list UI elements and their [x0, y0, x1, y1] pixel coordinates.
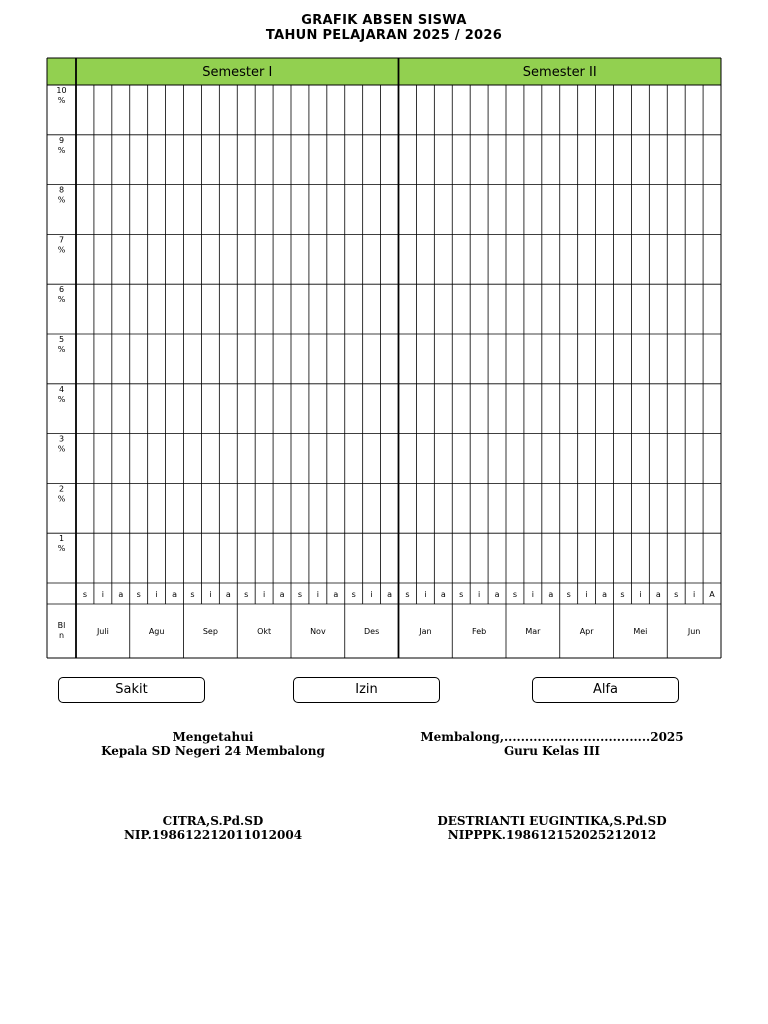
right-place-date-label: Membalong,...................................2025 — [420, 730, 684, 744]
month-label: Jan — [419, 627, 432, 636]
percent-row-label: 8 — [58, 185, 65, 195]
sub-column-label: i — [531, 590, 534, 599]
sub-column-label: a — [548, 590, 554, 599]
month-row-label: n — [58, 631, 65, 640]
signature-left-header — [63, 730, 363, 758]
left-acknowledge-label: Mengetahui — [172, 730, 254, 744]
sub-column-label: i — [316, 590, 319, 599]
page-subtitle: TAHUN PELAJARAN 2025 / 2026 — [265, 28, 503, 43]
month-label: Jun — [687, 627, 701, 636]
sub-column-label: a — [118, 590, 124, 599]
sub-column-label: a — [387, 590, 392, 599]
signature-right-header — [402, 730, 702, 758]
percent-row-label: 9 — [58, 135, 65, 145]
right-name: DESTRIANTI EUGINTIKA,S.Pd.SD — [437, 814, 667, 828]
page-title: GRAFIK ABSEN SISWA — [301, 13, 467, 28]
sub-column-label: s — [297, 590, 303, 599]
sub-column-label: i — [155, 590, 158, 599]
percent-row-label: 2 — [58, 484, 65, 494]
sub-column-label: s — [82, 590, 88, 599]
sub-column-label: a — [602, 590, 607, 599]
sub-column-label: A — [709, 590, 715, 599]
percent-row-label: % — [57, 345, 66, 354]
month-label: Des — [364, 627, 380, 636]
left-position-label: Kepala SD Negeri 24 Membalong — [101, 744, 325, 758]
month-label: Feb — [472, 627, 487, 636]
sub-column-label: a — [279, 590, 285, 599]
percent-row-label: 10 — [56, 86, 67, 95]
semester-label: Semester II — [522, 65, 597, 80]
percent-row-label: 6 — [58, 285, 65, 295]
month-label: Okt — [257, 627, 272, 636]
sub-column-label: i — [693, 590, 696, 599]
percent-row-label: % — [57, 494, 66, 504]
signature-right-name — [402, 814, 702, 842]
sub-column-label: s — [136, 590, 141, 599]
percent-row-label: % — [57, 145, 66, 155]
sub-column-label: i — [478, 590, 481, 599]
percent-row-label: 1 — [58, 534, 65, 544]
percent-row-label: % — [57, 195, 66, 205]
percent-row-label: % — [57, 245, 66, 255]
legend-alfa-box: Alfa — [532, 677, 679, 703]
percent-row-label: % — [57, 96, 66, 105]
sub-column-label: i — [209, 590, 212, 599]
percent-row-label: 7 — [58, 235, 65, 245]
sub-column-label: s — [620, 590, 625, 599]
sub-column-label: i — [585, 590, 588, 599]
sub-column-label: a — [440, 590, 446, 599]
sub-column-label: s — [566, 590, 571, 599]
sub-column-label: s — [405, 590, 410, 599]
month-label: Mar — [525, 627, 541, 636]
month-label: Mei — [633, 627, 648, 636]
sub-column-label: s — [674, 590, 679, 599]
left-name: CITRA,S.Pd.SD — [162, 814, 264, 828]
semester-header-band — [47, 58, 721, 85]
sub-column-label: a — [333, 590, 339, 599]
percent-row-label: % — [57, 295, 66, 305]
sub-column-label: s — [244, 590, 249, 599]
sub-column-label: a — [494, 590, 500, 599]
sub-column-label: s — [459, 590, 464, 599]
percent-row-label: 3 — [58, 434, 65, 444]
month-label: Agu — [148, 627, 165, 636]
sub-column-label: i — [370, 590, 373, 599]
signature-left-name — [63, 814, 363, 842]
month-row-label: Bl — [57, 621, 66, 630]
sub-column-label: s — [512, 590, 518, 599]
sub-column-label: a — [172, 590, 177, 599]
percent-row-label: 4 — [58, 384, 65, 394]
month-label: Nov — [310, 627, 326, 636]
sub-column-label: i — [263, 590, 266, 599]
month-label: Sep — [202, 627, 218, 636]
sub-column-label: s — [190, 590, 195, 599]
percent-row-label: % — [57, 394, 66, 404]
sub-column-label: a — [225, 590, 231, 599]
sub-column-label: i — [639, 590, 642, 599]
legend-sakit-box: Sakit — [58, 677, 205, 703]
sub-column-label: a — [655, 590, 661, 599]
percent-row-label: % — [57, 444, 66, 454]
right-position-label: Guru Kelas III — [503, 744, 601, 758]
sub-column-label: i — [101, 590, 104, 599]
legend-izin-box: Izin — [293, 677, 440, 703]
sub-column-label: s — [351, 590, 356, 599]
percent-row-label: % — [57, 544, 66, 554]
semester-label: Semester I — [202, 65, 273, 80]
month-label: Apr — [579, 627, 594, 636]
percent-row-label: 5 — [58, 335, 65, 344]
sub-column-label: i — [424, 590, 427, 599]
month-label: Juli — [96, 627, 109, 636]
right-nip: NIPPPK.198612152025212012 — [447, 828, 657, 842]
left-nip: NIP.198612212011012004 — [123, 828, 303, 842]
